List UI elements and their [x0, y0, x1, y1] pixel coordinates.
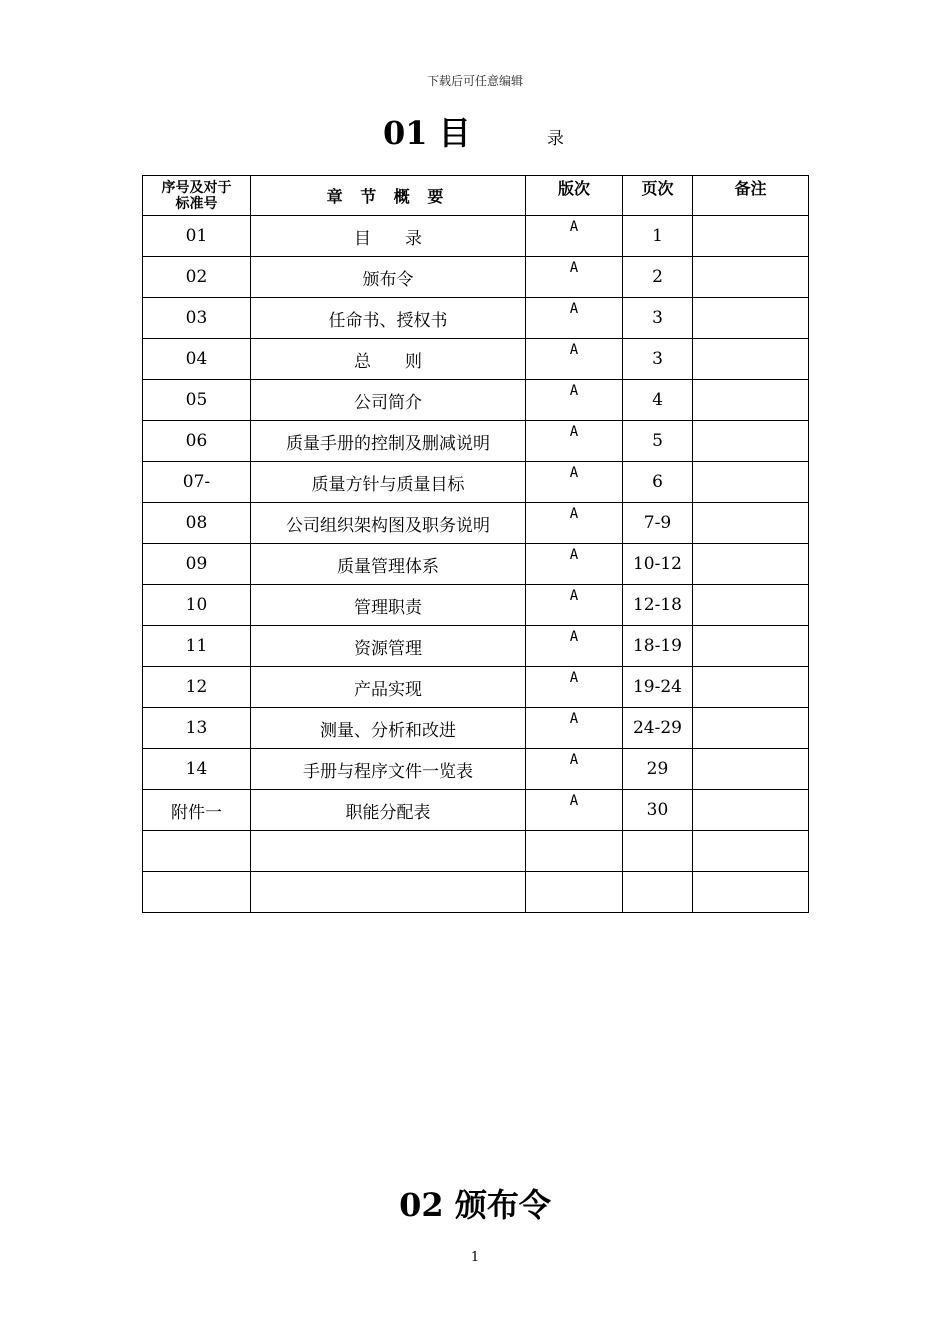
- toc-table: [142, 175, 809, 913]
- table-row: [143, 790, 809, 831]
- cell-version: A: [526, 462, 623, 503]
- cell-remark: [693, 749, 809, 790]
- cell-version: A: [526, 257, 623, 298]
- cell-remark: [693, 667, 809, 708]
- table-row: [143, 257, 809, 298]
- table-row: [143, 626, 809, 667]
- cell-page: 19-24: [623, 667, 693, 708]
- cell-seq: 14: [143, 749, 251, 790]
- header-note: 下载后可任意编辑: [426, 74, 523, 88]
- cell-seq: 05: [143, 380, 251, 421]
- cell-remark: [693, 585, 809, 626]
- cell-page: 5: [623, 421, 693, 462]
- table-row: [143, 872, 809, 913]
- page-number: 1: [470, 1250, 480, 1265]
- cell-page: 7-9: [623, 503, 693, 544]
- cell-remark: [693, 462, 809, 503]
- cell-seq: 07-: [143, 462, 251, 503]
- cell-version: A: [526, 790, 623, 831]
- cell-chapter: 颁布令: [251, 257, 526, 298]
- cell-page: 29: [623, 749, 693, 790]
- cell-remark: [693, 626, 809, 667]
- toc-header-row: [143, 176, 809, 216]
- cell-page: 18-19: [623, 626, 693, 667]
- cell-page: [623, 872, 693, 913]
- cell-version: A: [526, 503, 623, 544]
- cell-page: 4: [623, 380, 693, 421]
- cell-remark: [693, 380, 809, 421]
- header-page: 页次: [623, 176, 693, 216]
- cell-page: 12-18: [623, 585, 693, 626]
- page-title: [383, 108, 471, 154]
- page-title-main: 01 目: [383, 114, 471, 152]
- header-seq: [143, 176, 251, 216]
- cell-chapter: 质量方针与质量目标: [251, 462, 526, 503]
- cell-page: 2: [623, 257, 693, 298]
- table-row: [143, 503, 809, 544]
- cell-seq: 10: [143, 585, 251, 626]
- cell-seq: 11: [143, 626, 251, 667]
- cell-version: [526, 831, 623, 872]
- cell-chapter: 质量手册的控制及删减说明: [251, 421, 526, 462]
- table-row: [143, 544, 809, 585]
- table-row: [143, 421, 809, 462]
- cell-chapter: 质量管理体系: [251, 544, 526, 585]
- cell-remark: [693, 544, 809, 585]
- cell-remark: [693, 339, 809, 380]
- cell-remark: [693, 503, 809, 544]
- cell-version: A: [526, 421, 623, 462]
- header-seq-line2: 标准号: [175, 195, 218, 212]
- cell-seq: [143, 872, 251, 913]
- cell-version: A: [526, 339, 623, 380]
- cell-version: A: [526, 585, 623, 626]
- cell-version: A: [526, 216, 623, 257]
- cell-chapter: [251, 872, 526, 913]
- cell-version: A: [526, 626, 623, 667]
- cell-chapter: 手册与程序文件一览表: [251, 749, 526, 790]
- section-title-decree: 02 颁布令: [399, 1186, 551, 1224]
- cell-seq: 06: [143, 421, 251, 462]
- cell-version: [526, 872, 623, 913]
- table-row: [143, 462, 809, 503]
- cell-page: 6: [623, 462, 693, 503]
- cell-page: 1: [623, 216, 693, 257]
- cell-page: [623, 831, 693, 872]
- table-row: [143, 298, 809, 339]
- cell-seq: 09: [143, 544, 251, 585]
- cell-seq: 04: [143, 339, 251, 380]
- cell-version: A: [526, 749, 623, 790]
- cell-page: 30: [623, 790, 693, 831]
- cell-version: A: [526, 298, 623, 339]
- table-row: [143, 585, 809, 626]
- cell-chapter: 资源管理: [251, 626, 526, 667]
- table-row: [143, 380, 809, 421]
- cell-seq: 13: [143, 708, 251, 749]
- cell-chapter: 职能分配表: [251, 790, 526, 831]
- table-row: [143, 667, 809, 708]
- table-row: [143, 831, 809, 872]
- cell-remark: [693, 708, 809, 749]
- cell-chapter: 测量、分析和改进: [251, 708, 526, 749]
- table-row: [143, 749, 809, 790]
- cell-seq: 附件一: [143, 790, 251, 831]
- table-row: [143, 708, 809, 749]
- cell-remark: [693, 421, 809, 462]
- cell-page: 3: [623, 339, 693, 380]
- cell-seq: [143, 831, 251, 872]
- table-row: [143, 339, 809, 380]
- cell-chapter: 总 则: [251, 339, 526, 380]
- header-seq-line1: 序号及对于: [161, 179, 232, 196]
- cell-remark: [693, 831, 809, 872]
- cell-seq: 08: [143, 503, 251, 544]
- cell-version: A: [526, 708, 623, 749]
- cell-seq: 02: [143, 257, 251, 298]
- cell-version: A: [526, 544, 623, 585]
- cell-seq: 01: [143, 216, 251, 257]
- cell-chapter: 任命书、授权书: [251, 298, 526, 339]
- cell-seq: 12: [143, 667, 251, 708]
- cell-chapter: 公司简介: [251, 380, 526, 421]
- table-row: [143, 216, 809, 257]
- cell-version: A: [526, 667, 623, 708]
- header-version: 版次: [526, 176, 623, 216]
- cell-chapter: 管理职责: [251, 585, 526, 626]
- cell-remark: [693, 298, 809, 339]
- cell-remark: [693, 790, 809, 831]
- cell-remark: [693, 257, 809, 298]
- cell-chapter: 公司组织架构图及职务说明: [251, 503, 526, 544]
- cell-page: 3: [623, 298, 693, 339]
- header-chapter: 章 节 概 要: [251, 176, 526, 216]
- cell-chapter: 产品实现: [251, 667, 526, 708]
- header-remark: 备注: [693, 176, 809, 216]
- cell-page: 24-29: [623, 708, 693, 749]
- cell-seq: 03: [143, 298, 251, 339]
- cell-page: 10-12: [623, 544, 693, 585]
- cell-remark: [693, 872, 809, 913]
- cell-remark: [693, 216, 809, 257]
- cell-version: A: [526, 380, 623, 421]
- page-title-tail: 录: [547, 129, 564, 149]
- cell-chapter: [251, 831, 526, 872]
- cell-chapter: 目 录: [251, 216, 526, 257]
